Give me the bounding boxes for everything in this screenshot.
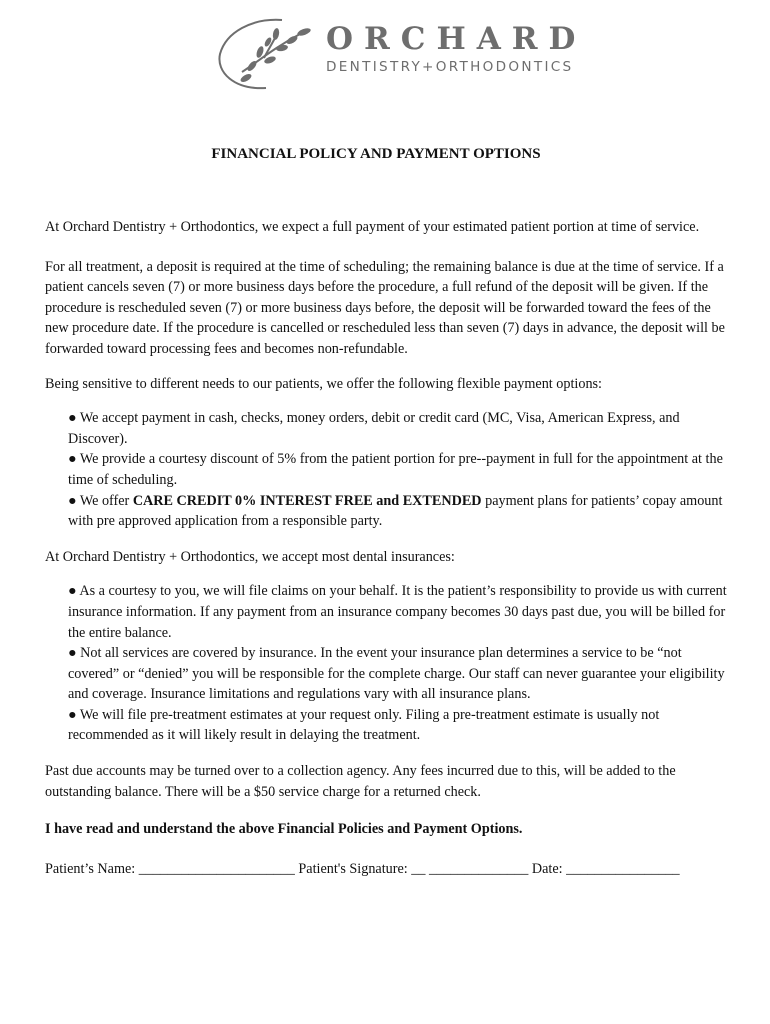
logo-subtitle: DENTISTRY+ORTHODONTICS [326,59,574,75]
insurance-intro-paragraph: At Orchard Dentistry + Orthodontics, we accept most dental insurances: [45,548,455,565]
flexible-payment-paragraph: Being sensitive to different needs to our patients, we offer the following flexible payment options: [45,375,602,392]
tree-branch-icon [212,14,324,94]
intro-paragraph: At Orchard Dentistry + Orthodontics, we expect a full payment of your estimated patient portion at time of service. [45,219,700,235]
care-credit-highlight: CARE CREDIT 0% INTEREST FREE and EXTENDED [132,492,482,509]
orchard-logo [212,14,602,94]
payment-bullet-cash: ● We accept payment in cash, checks, money orders, debit or credit card (MC, Visa, American Express, and Discover). [68,410,680,447]
insurance-bullet-claims: ● As a courtesy to you, we will file claims on your behalf. It is the patient’s responsibility to provide us with current insurance information. If any payment from an insurance company becomes 30 days past due, you will be billed for the entire balance. [68,583,727,641]
insurance-bullet-estimates: ● We will file pre-treatment estimates at your request only. Filing a pre-treatment estimate is usually not recommended as it will likely result in delaying the treatment. [68,706,660,744]
deposit-paragraph: For all treatment, a deposit is required at the time of scheduling; the remaining balance is due at the time of service. If a patient cancels seven (7) or more business days before the procedure, a full refund of the deposit will be given. If the procedure is rescheduled seven (7) or more business days before, the deposit will be forwarded toward the fees of the new procedure date. If the procedure is cancelled or rescheduled less than seven (7) days in advance, the deposit will be forwarded toward processing fees and becomes non-refundable. [45,258,725,357]
care-credit-prefix: ● We offer [68,492,133,509]
logo-name: ORCHARD [326,21,587,57]
past-due-paragraph: Past due accounts may be turned over to a collection agency. Any fees incurred due to this, will be added to the outstanding balance. There will be a $50 service charge for a returned check. [45,763,676,800]
payment-bullet-care-credit [45,491,735,532]
signature-line[interactable]: Patient’s Name: ______________________ Patient's Signature: __ ______________ Date: ________________ [45,860,680,877]
document-title: FINANCIAL POLICY AND PAYMENT OPTIONS [211,146,541,162]
care-credit-suffix: payment plans for patients’ copay amount with pre approved application from a responsible party. [68,492,723,530]
policy-body [45,217,735,879]
acknowledgement-statement: I have read and understand the above Financial Policies and Payment Options. [45,821,523,838]
payment-bullet-discount: ● We provide a courtesy discount of 5% from the patient portion for pre--payment in full for the appointment at the time of scheduling. [68,451,723,488]
insurance-bullet-coverage: ● Not all services are covered by insurance. In the event your insurance plan determines a service to be “not covered” or “denied” you will be responsible for the complete charge. Our staff can never guarantee your eligibility and coverage. Insurance limitations and regulations vary with all insurance plans. [68,645,725,703]
